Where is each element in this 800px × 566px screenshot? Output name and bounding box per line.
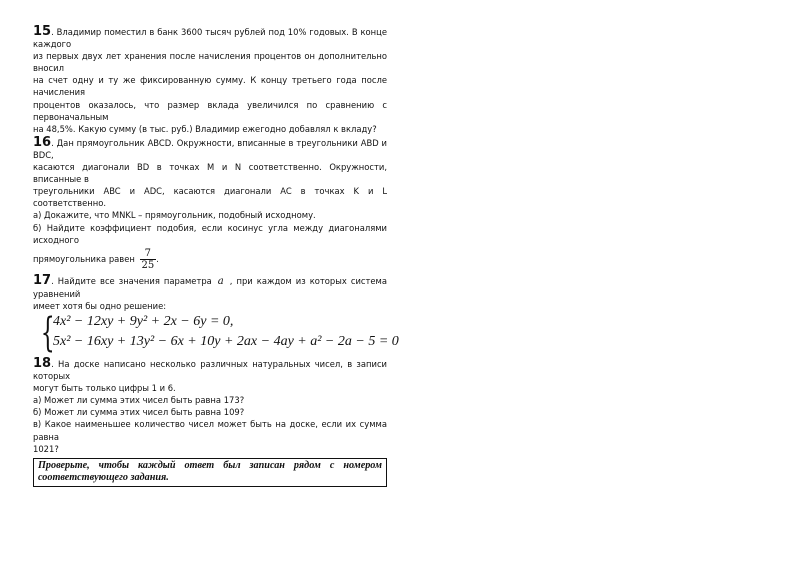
document-column [33, 24, 399, 487]
fraction [140, 248, 157, 271]
fraction-period: . [156, 253, 159, 264]
task-number: 18 [33, 355, 52, 371]
task-text-line: треугольники ABC и ADC, касаются диагонали AC в точках K и L соответственно. [33, 186, 387, 209]
task-text-line: . На доске написано несколько различных натуральных чисел, в записи которых [33, 358, 387, 382]
equation-system [40, 309, 399, 356]
task-text-line: на 48,5%. Какую сумму (в тыс. руб.) Владимир ежегодно добавлял к вкладу? [33, 123, 377, 134]
task-text-line: . Дан прямоугольник ABCD. Окружности, вписанные в треугольники ABD и BDC, [33, 137, 387, 160]
task-18 [33, 355, 387, 455]
task-number: 15 [33, 24, 52, 39]
task-text-line: а) Может ли сумма этих чисел быть равна 173? [33, 395, 245, 406]
task-text-line: имеет хотя бы одно решение: [33, 300, 167, 311]
task-text-line: а) Докажите, что MNKL – прямоугольник, подобный исходному. [33, 210, 316, 221]
task-text-line: , при каждом из которых система уравнений [33, 275, 387, 299]
equation-2: 5x² − 16xy + 13y² − 6x + 10y + 2ax − 4ay + a² − 2a − 5 = 0 [53, 333, 399, 349]
task-text-line: . Владимир поместил в банк 3600 тысяч рублей под 10% годовых. В конце каждого [33, 27, 387, 50]
system-brace: { [40, 309, 55, 356]
fraction-denominator: 25 [141, 259, 155, 271]
equation-1: 4x² − 12xy + 9y² + 2x − 6y = 0, [53, 313, 234, 329]
task-text-line: могут быть только цифры 1 и 6. [33, 383, 176, 394]
task-text-line: 1021? [33, 443, 59, 454]
task-number: 16 [33, 134, 52, 150]
task-17 [33, 272, 399, 356]
task-text-line: касаются диагонали BD в точках M и N соответственно. Окружности, вписанные в [33, 162, 387, 185]
parameter-variable: a [217, 275, 224, 287]
task-text-line: б) Может ли сумма этих чисел быть равна 109? [33, 407, 245, 418]
task-number: 17 [33, 272, 52, 288]
fraction-numerator: 7 [140, 248, 157, 260]
task-text-line [33, 248, 387, 271]
task-text-line: процентов оказалось, что размер вклада увеличился по сравнению с первоначальным [33, 99, 387, 122]
task-text-line: б) Найдите коэффициент подобия, если косинус угла между диагоналями исходного [33, 222, 387, 245]
task-text-line: на счет одну и ту же фиксированную сумму. К концу третьего года после начисления [33, 75, 387, 98]
task-text-line: в) Какое наименьшее количество чисел может быть на доске, если их сумма равна [33, 419, 387, 442]
fraction-lead-text: прямоугольника равен [33, 253, 135, 264]
task-15 [33, 26, 387, 135]
task-text-line: из первых двух лет хранения после начисления процентов он дополнительно вносил [33, 51, 387, 74]
task-16 [33, 134, 387, 271]
task-text-line: . Найдите все значения параметра [51, 275, 212, 286]
answer-reminder-box: Проверьте, чтобы каждый ответ был записан рядом с номером соответствующего задания. [33, 458, 387, 487]
